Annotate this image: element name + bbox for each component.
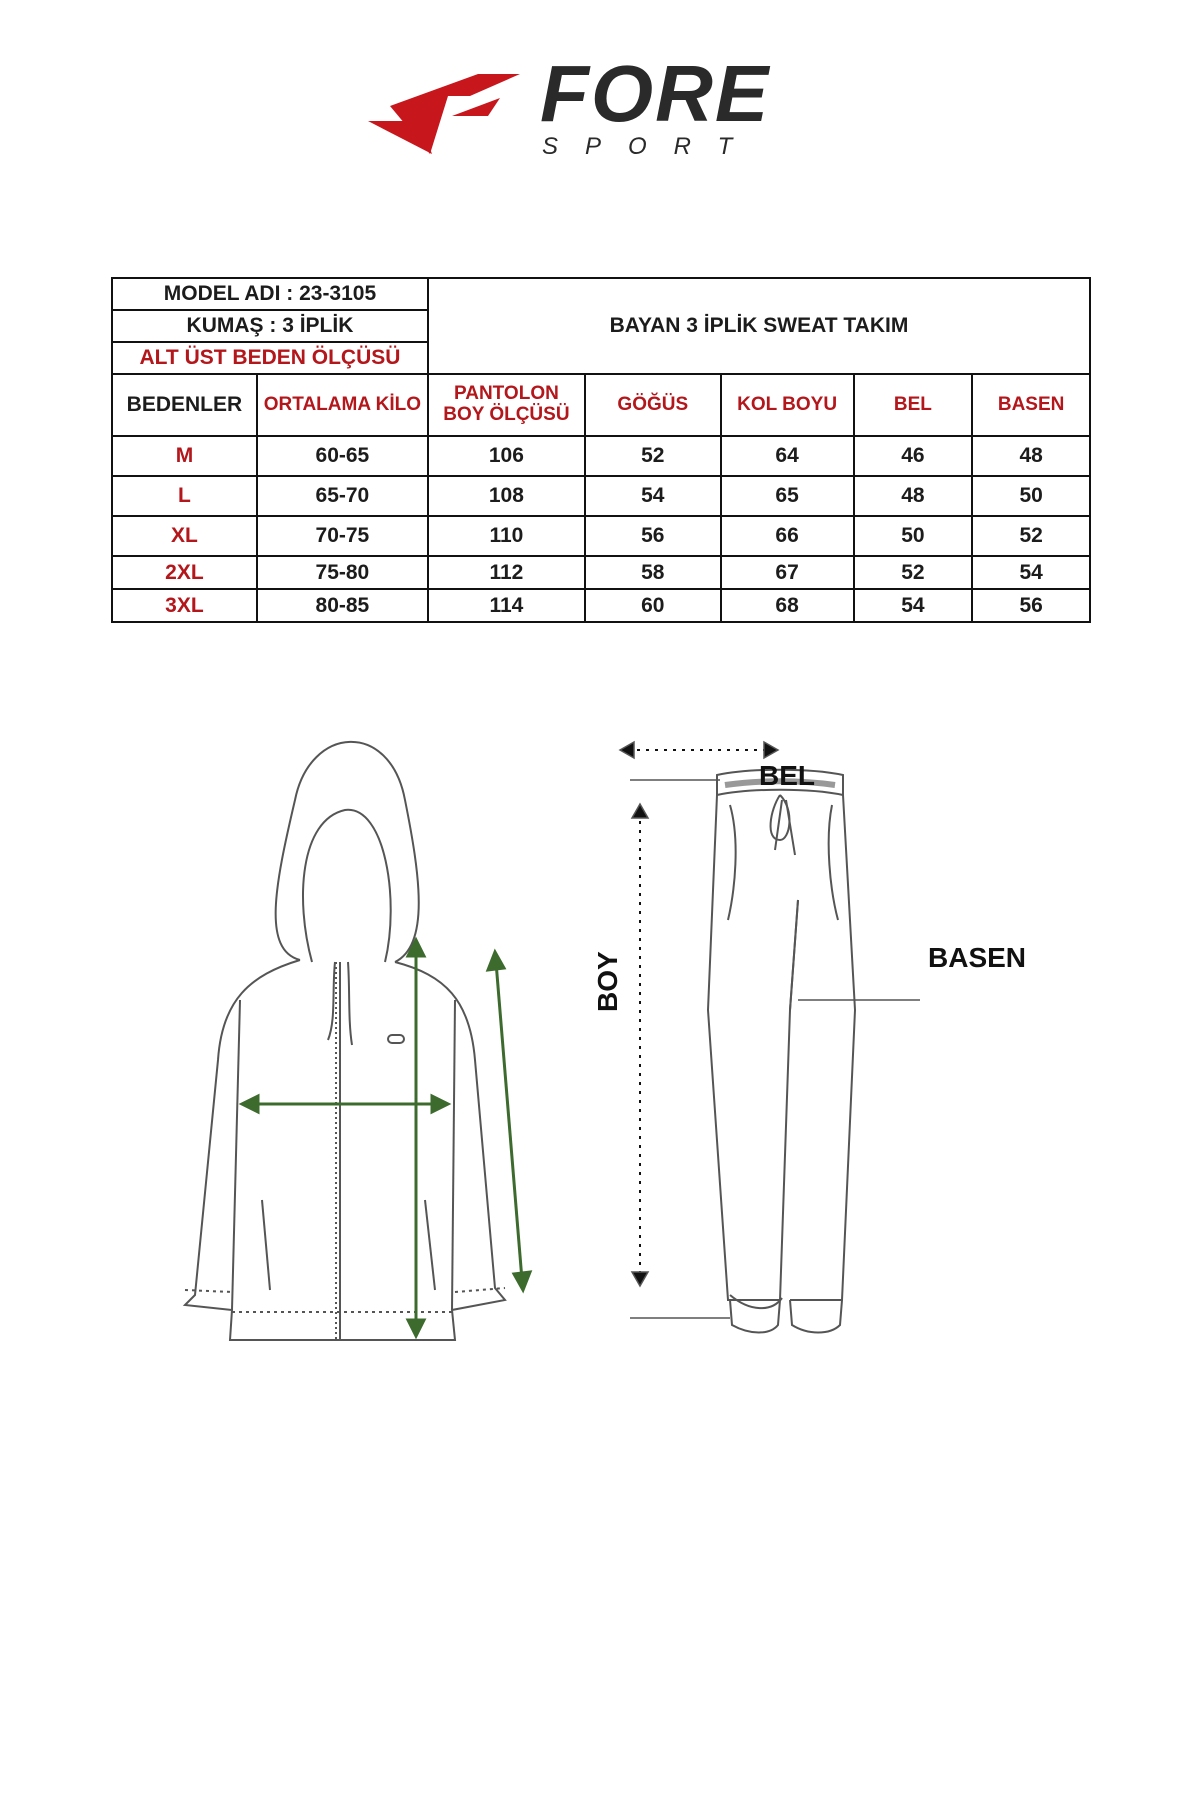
length-cell: 112 bbox=[428, 556, 585, 589]
size-cell: 2XL bbox=[112, 556, 257, 589]
weight-cell: 70-75 bbox=[257, 516, 428, 556]
header-avg-weight: ORTALAMA KİLO bbox=[257, 374, 428, 436]
header-trouser-length-line2: BOY ÖLÇÜSÜ bbox=[443, 404, 570, 425]
length-cell: 110 bbox=[428, 516, 585, 556]
header-waist: BEL bbox=[854, 374, 973, 436]
fore-sport-logo bbox=[360, 49, 800, 170]
header-sizes: BEDENLER bbox=[112, 374, 257, 436]
table-row bbox=[112, 436, 1090, 476]
hoodie-jacket-illustration bbox=[0, 700, 600, 1400]
sleeve-cell: 64 bbox=[721, 436, 854, 476]
hip-cell: 50 bbox=[972, 476, 1090, 516]
model-name: MODEL ADI : 23-3105 bbox=[112, 278, 428, 310]
size-cell: 3XL bbox=[112, 589, 257, 622]
hip-cell: 54 bbox=[972, 556, 1090, 589]
weight-cell: 75-80 bbox=[257, 556, 428, 589]
header-chest: GÖĞÜS bbox=[585, 374, 721, 436]
size-cell: L bbox=[112, 476, 257, 516]
header-sleeve-length: KOL BOYU bbox=[721, 374, 854, 436]
length-cell: 114 bbox=[428, 589, 585, 622]
chest-cell: 60 bbox=[585, 589, 721, 622]
hip-cell: 56 bbox=[972, 589, 1090, 622]
table-row bbox=[112, 556, 1090, 589]
brand-name: FORE bbox=[540, 49, 771, 138]
waist-label: BEL bbox=[759, 760, 815, 791]
header-trouser-length-line1: PANTOLON bbox=[453, 383, 559, 405]
hip-cell: 48 bbox=[972, 436, 1090, 476]
sleeve-cell: 68 bbox=[721, 589, 854, 622]
sleeve-cell: 65 bbox=[721, 476, 854, 516]
table-row bbox=[112, 516, 1090, 556]
sleeve-cell: 66 bbox=[721, 516, 854, 556]
chest-cell: 56 bbox=[585, 516, 721, 556]
brand-tagline: SPORT bbox=[542, 133, 760, 160]
trousers-illustration bbox=[600, 700, 1200, 1400]
table-row bbox=[112, 589, 1090, 622]
hip-cell: 52 bbox=[972, 516, 1090, 556]
header-hip: BASEN bbox=[972, 374, 1090, 436]
hip-label: BASEN bbox=[928, 942, 1027, 973]
measurement-diagrams bbox=[0, 700, 1200, 1400]
waist-cell: 52 bbox=[854, 556, 973, 589]
sleeve-cell: 67 bbox=[721, 556, 854, 589]
weight-cell: 65-70 bbox=[257, 476, 428, 516]
length-cell: 108 bbox=[428, 476, 585, 516]
waist-cell: 50 bbox=[854, 516, 973, 556]
length-cell: 106 bbox=[428, 436, 585, 476]
weight-cell: 60-65 bbox=[257, 436, 428, 476]
size-chart-table bbox=[111, 277, 1091, 623]
chest-cell: 58 bbox=[585, 556, 721, 589]
waist-cell: 54 bbox=[854, 589, 973, 622]
chest-cell: 52 bbox=[585, 436, 721, 476]
header-trouser-length bbox=[428, 374, 585, 436]
fabric-info: KUMAŞ : 3 İPLİK bbox=[112, 310, 428, 342]
waist-cell: 46 bbox=[854, 436, 973, 476]
length-label: BOY bbox=[592, 951, 623, 1012]
weight-cell: 80-85 bbox=[257, 589, 428, 622]
chart-subtitle: ALT ÜST BEDEN ÖLÇÜSÜ bbox=[112, 342, 428, 374]
product-title: BAYAN 3 İPLİK SWEAT TAKIM bbox=[428, 278, 1090, 374]
size-cell: XL bbox=[112, 516, 257, 556]
size-cell: M bbox=[112, 436, 257, 476]
waist-cell: 48 bbox=[854, 476, 973, 516]
chest-cell: 54 bbox=[585, 476, 721, 516]
brand-wing-icon bbox=[360, 66, 525, 161]
table-row bbox=[112, 476, 1090, 516]
